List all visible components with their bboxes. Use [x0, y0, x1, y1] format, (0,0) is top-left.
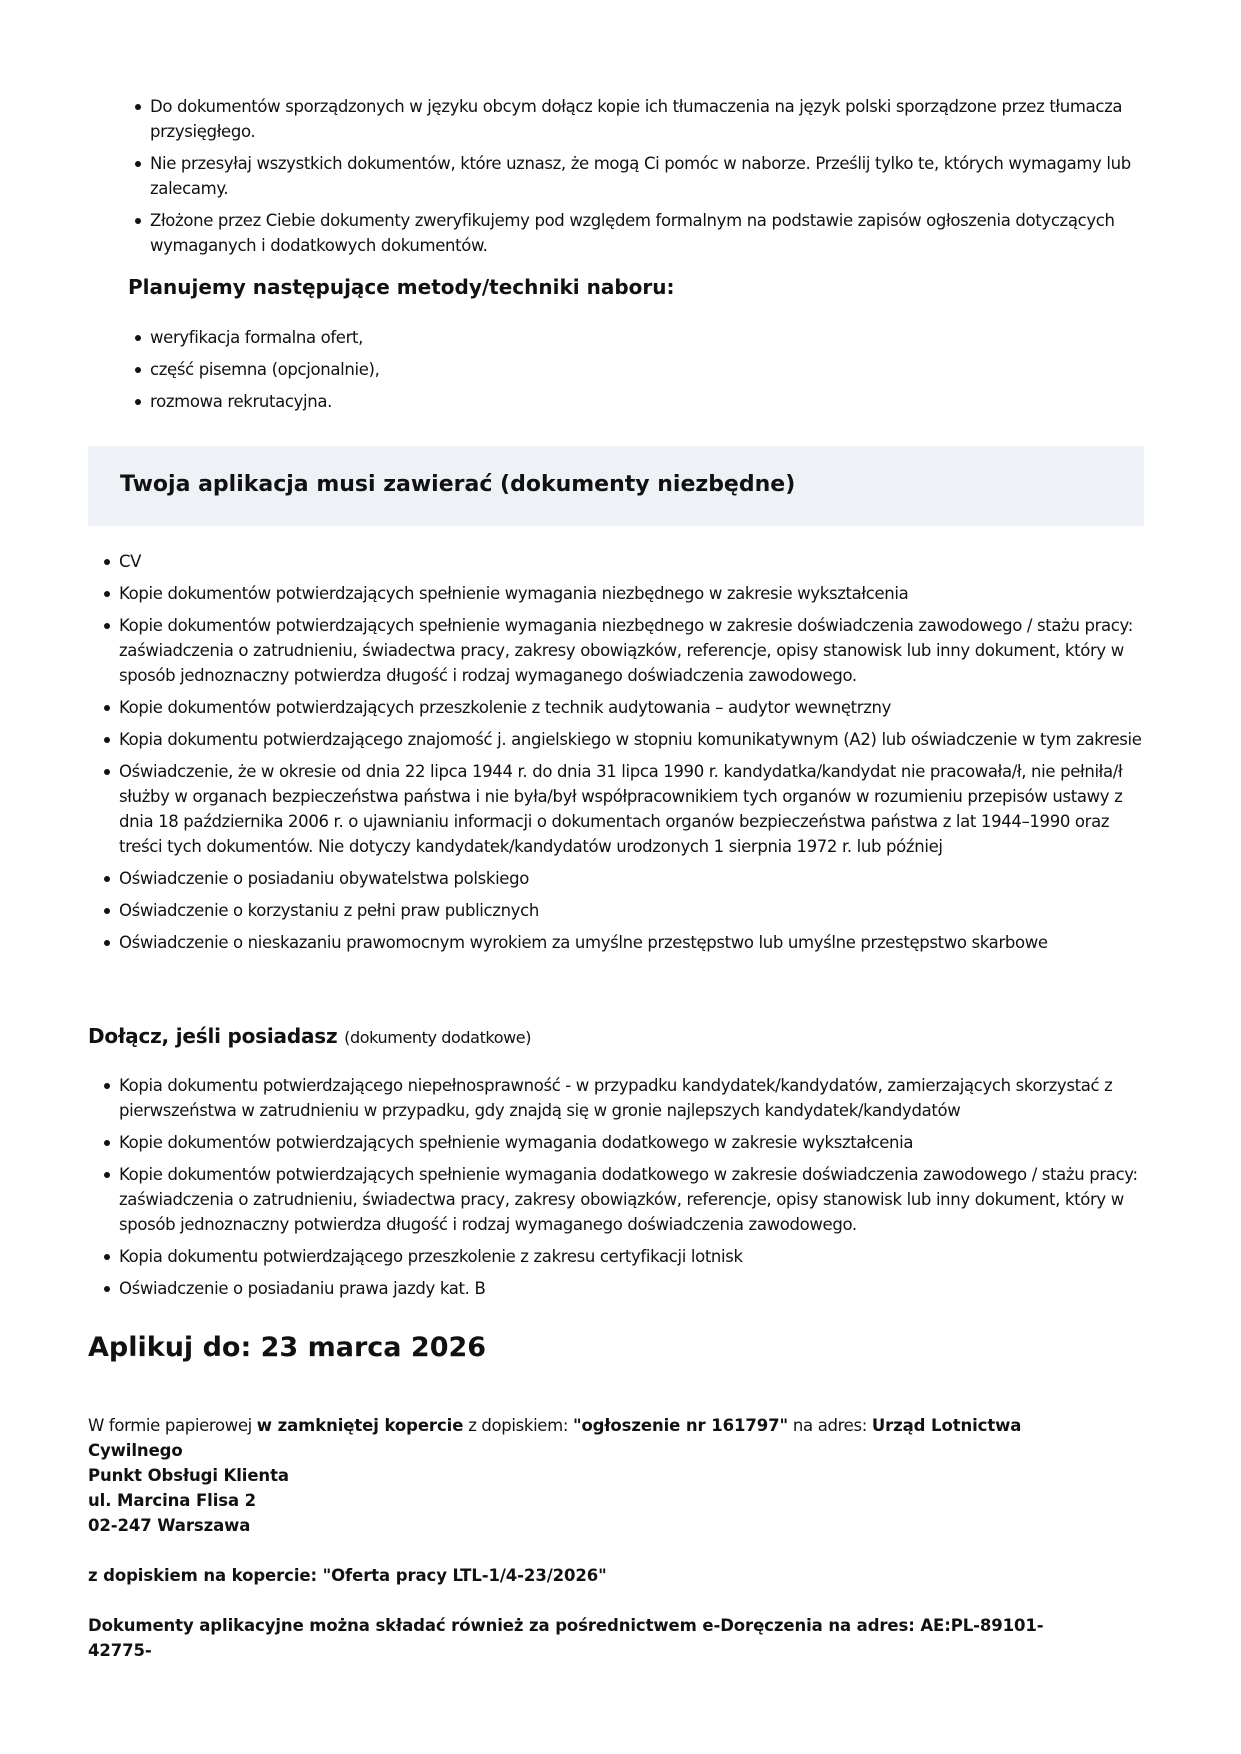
application-deadline: Aplikuj do: 23 marca 2026 — [88, 1332, 487, 1363]
list-item: Oświadczenie o korzystaniu z pełni praw publicznych — [119, 898, 1149, 923]
address-street: ul. Marcina Flisa 2 — [88, 1491, 257, 1510]
address-line — [88, 1463, 1088, 1488]
paper-submission-paragraph — [88, 1413, 1088, 1463]
offer-number: "ogłoszenie nr 161797" — [572, 1416, 789, 1435]
list-item: Złożone przez Ciebie dokumenty zweryfikujemy pod względem formalnym na podstawie zapisów ogłoszenia dotyczących wymaganych i dodatkowych dokumentów. — [150, 208, 1140, 258]
required-documents-list — [119, 549, 1149, 962]
optional-documents-list — [119, 1073, 1149, 1308]
edelivery-note-text: Dokumenty aplikacyjne można składać również za pośrednictwem e-Doręczenia na adres: AE:PL-89101-42775- — [88, 1616, 1044, 1660]
edelivery-note — [88, 1613, 1088, 1663]
envelope-note — [88, 1563, 1088, 1588]
list-item: Kopie dokumentów potwierdzających spełnienie wymagania niezbędnego w zakresie wykształcenia — [119, 581, 1149, 606]
address-institution: Urząd Lotnictwa Cywilnego — [88, 1416, 1022, 1460]
list-item: Do dokumentów sporządzonych w języku obcym dołącz kopie ich tłumaczenia na język polski sporządzone przez tłumacza przysięgłego. — [150, 94, 1140, 144]
required-documents-heading: Twoja aplikacja musi zawierać (dokumenty niezbędne) — [120, 472, 796, 497]
required-documents-header-box — [88, 446, 1144, 526]
list-item: Kopie dokumentów potwierdzających spełnienie wymagania dodatkowego w zakresie doświadczenia zawodowego / stażu pracy: zaświadczenia o zatrudnieniu, świadectwa pracy, zakresy obowiązków, referencje, opisy stanowisk lub inny dokument, który w sposób jednoznaczny potwierdza długość i rodzaj wymaganego doświadczenia zawodowego. — [119, 1162, 1149, 1237]
list-item: CV — [119, 549, 1149, 574]
address-line — [88, 1513, 1088, 1538]
list-item: część pisemna (opcjonalnie), — [150, 357, 1050, 382]
intro-text: z dopiskiem: — [463, 1416, 573, 1435]
list-item: Kopie dokumentów potwierdzających spełnienie wymagania dodatkowego w zakresie wykształcenia — [119, 1130, 1149, 1155]
list-item: Kopia dokumentu potwierdzającego przeszkolenie z zakresu certyfikacji lotnisk — [119, 1244, 1149, 1269]
intro-text: na adres: — [788, 1416, 872, 1435]
list-item: Kopie dokumentów potwierdzających przeszkolenie z technik audytowania – audytor wewnętrzny — [119, 695, 1149, 720]
list-item: Oświadczenie o posiadaniu obywatelstwa polskiego — [119, 866, 1149, 891]
list-item: weryfikacja formalna ofert, — [150, 325, 1050, 350]
address-line — [88, 1488, 1088, 1513]
envelope-note-text: z dopiskiem na kopercie: "Oferta pracy LTL-1/4-23/2026" — [88, 1566, 607, 1585]
spacer — [88, 1588, 1088, 1613]
list-item: rozmowa rekrutacyjna. — [150, 389, 1050, 414]
list-item: Oświadczenie o posiadaniu prawa jazdy kat. B — [119, 1276, 1149, 1301]
intro-text: W formie papierowej — [88, 1416, 257, 1435]
spacer — [88, 1538, 1088, 1563]
address-city: 02-247 Warszawa — [88, 1516, 251, 1535]
address-office: Punkt Obsługi Klienta — [88, 1466, 289, 1485]
optional-documents-title: Dołącz, jeśli posiadasz — [88, 1024, 338, 1048]
list-item: Oświadczenie, że w okresie od dnia 22 lipca 1944 r. do dnia 31 lipca 1990 r. kandydatka/kandydat nie pracowała/ł, nie pełniła/ł służby w organach bezpieczeństwa państwa i nie była/był współpracownikiem tych organów w rozumieniu przepisów ustawy z dnia 18 października 2006 r. o ujawnianiu informacji o dokumentach organów bezpieczeństwa państwa z lat 1944–1990 oraz treści tych dokumentów. Nie dotyczy kandydatek/kandydatów urodzonych 1 sierpnia 1972 r. lub później — [119, 759, 1149, 859]
optional-documents-heading — [88, 1024, 531, 1048]
recruitment-methods-list — [150, 325, 1050, 421]
application-notes-list — [150, 94, 1140, 265]
list-item: Kopia dokumentu potwierdzającego znajomość j. angielskiego w stopniu komunikatywnym (A2) lub oświadczenie w tym zakresie — [119, 727, 1149, 752]
list-item: Kopia dokumentu potwierdzającego niepełnosprawność - w przypadku kandydatek/kandydatów, zamierzających skorzystać z pierwszeństwa w zatrudnieniu w przypadku, gdy znajdą się w gronie najlepszych kandydatek/kandydatów — [119, 1073, 1149, 1123]
list-item: Oświadczenie o nieskazaniu prawomocnym wyrokiem za umyślne przestępstwo lub umyślne przestępstwo skarbowe — [119, 930, 1149, 955]
list-item: Kopie dokumentów potwierdzających spełnienie wymagania niezbędnego w zakresie doświadczenia zawodowego / stażu pracy: zaświadczenia o zatrudnieniu, świadectwa pracy, zakresy obowiązków, referencje, opisy stanowisk lub inny dokument, który w sposób jednoznaczny potwierdza długość i rodzaj wymaganego doświadczenia zawodowego. — [119, 613, 1149, 688]
optional-documents-subtitle: (dokumenty dodatkowe) — [344, 1028, 532, 1047]
closed-envelope-text: w zamkniętej kopercie — [256, 1416, 464, 1435]
list-item: Nie przesyłaj wszystkich dokumentów, które uznasz, że mogą Ci pomóc w naborze. Prześlij tylko te, których wymagamy lub zalecamy. — [150, 151, 1140, 201]
application-instructions — [88, 1413, 1088, 1663]
recruitment-methods-heading: Planujemy następujące metody/techniki naboru: — [128, 275, 675, 299]
